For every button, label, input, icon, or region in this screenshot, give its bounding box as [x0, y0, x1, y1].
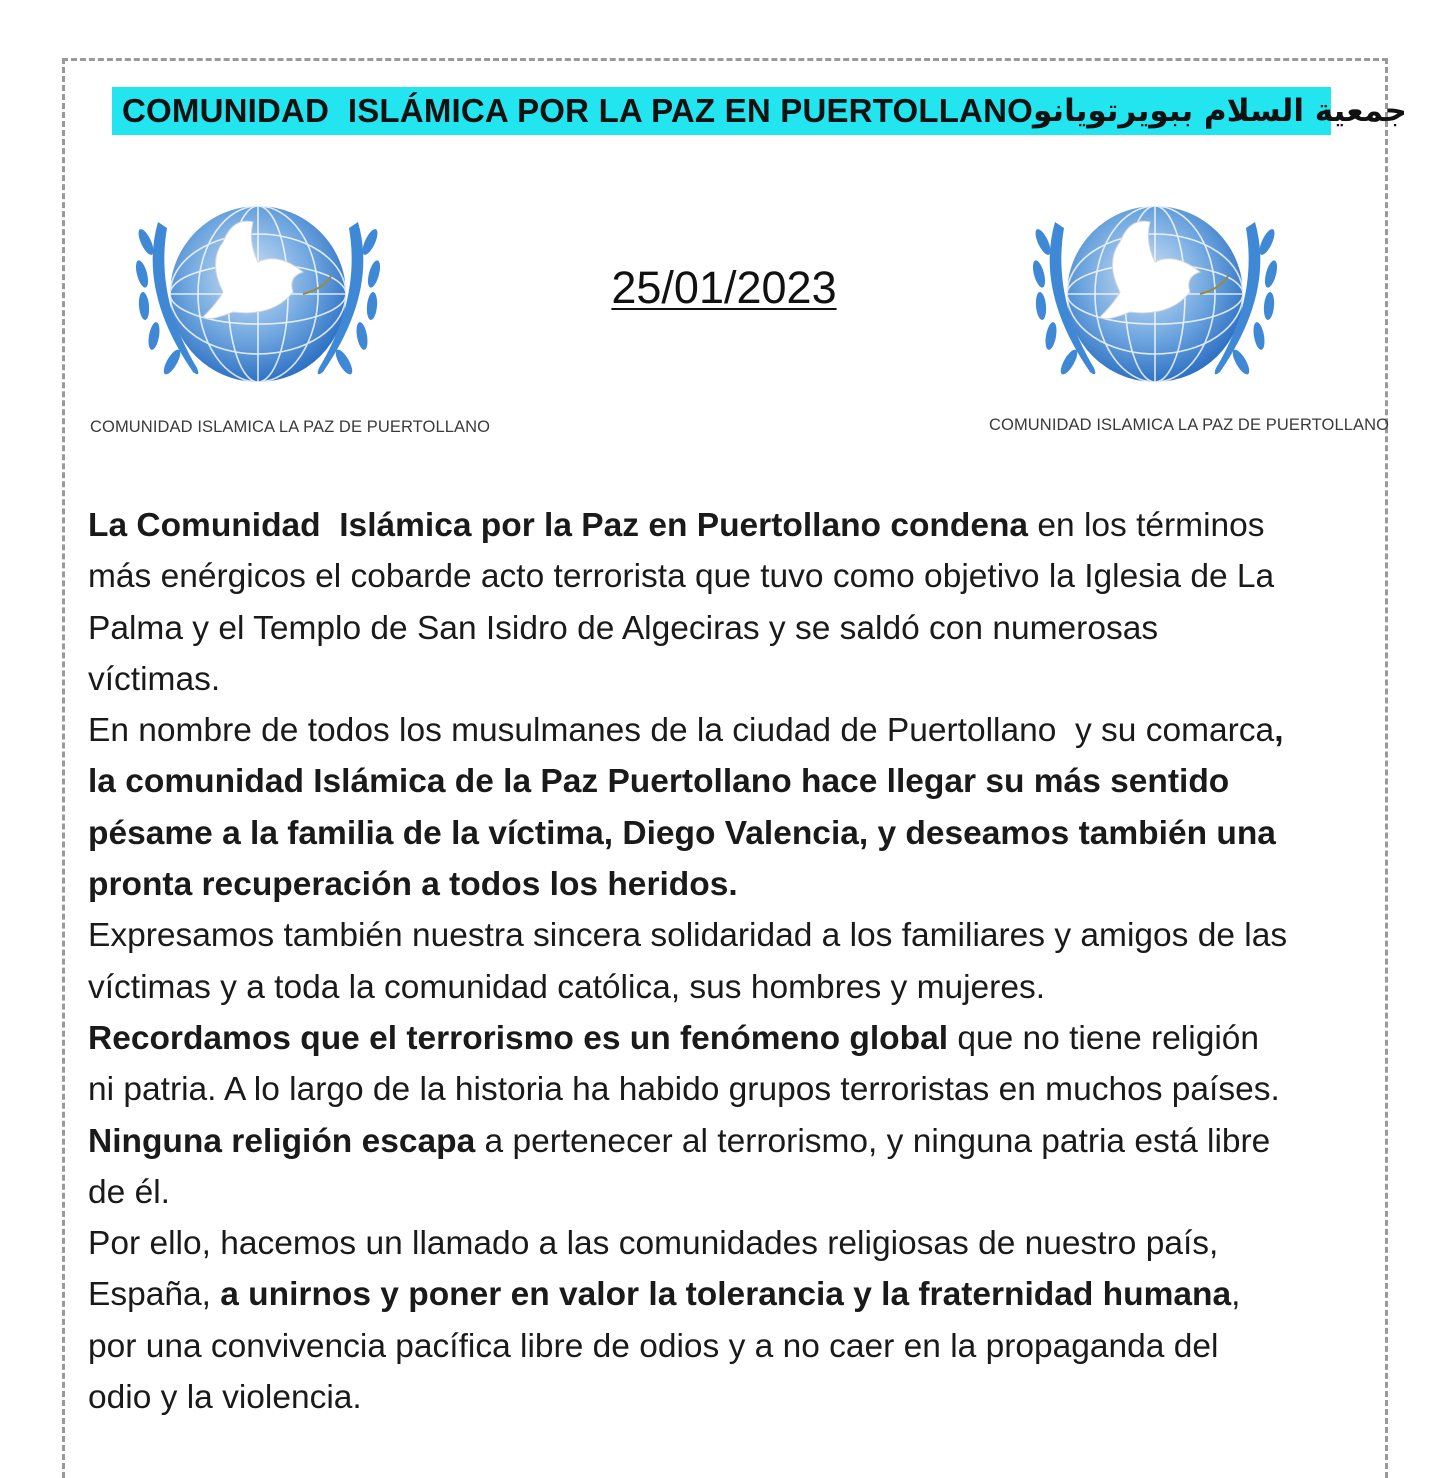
p2-bold: , la comunidad Islámica de la Paz Puertollano hace llegar su más sentido pésame a la familia de la víctima, Diego Valencia, y deseamos también una pronta recuperación a todos los heridos.	[88, 712, 1284, 904]
paragraph-condolences	[88, 705, 1288, 910]
p1-text: en los términos más enérgicos el cobarde acto terrorista que tuvo como objetivo la Iglesia de La Palma y el Templo de San Isidro de Algeciras y se saldó con numerosas víctimas.	[88, 507, 1275, 698]
p4-text-1: que no tiene religión ni patria. A lo largo de la historia ha habido grupos terroristas en muchos países.	[88, 1019, 1280, 1109]
header-title-latin: COMUNIDAD ISLÁMICA POR LA PAZ EN PUERTOLLANO	[122, 92, 1033, 129]
p5-text-2: , por una convivencia pacífica libre de odios y a no caer en la propaganda del odio y la violencia.	[88, 1276, 1241, 1417]
statement-body	[88, 500, 1288, 1423]
p4-bold-2: Ninguna religión escapa	[88, 1122, 476, 1160]
p4-text-2: a pertenecer al terrorismo, y ninguna patria está libre de él.	[88, 1122, 1271, 1211]
paragraph-condemnation	[88, 500, 1288, 705]
dove-globe-laurel-icon	[128, 182, 388, 407]
logo-left	[128, 182, 388, 407]
dove-globe-laurel-icon	[1025, 182, 1285, 407]
p1-bold: La Comunidad Islámica por la Paz en Puertollano condena	[88, 507, 1029, 544]
p4-bold-1: Recordamos que el terrorismo es un fenómeno global	[88, 1019, 949, 1057]
paragraph-terrorism	[88, 1013, 1288, 1218]
p2-text: En nombre de todos los musulmanes de la ciudad de Puertollano y su comarca	[88, 712, 1275, 750]
paragraph-call-to-action	[88, 1218, 1288, 1423]
header-title	[122, 89, 1407, 133]
p5-text-1: Por ello, hacemos un llamado a las comunidades religiosas de nuestro país, España,	[88, 1225, 1219, 1314]
logo-right-caption: COMUNIDAD ISLAMICA LA PAZ DE PUERTOLLANO	[989, 416, 1390, 434]
document-date: 25/01/2023	[611, 262, 837, 313]
paragraph-solidarity: Expresamos también nuestra sincera solidaridad a los familiares y amigos de las víctimas y a toda la comunidad católica, sus hombres y mujeres.	[88, 917, 1288, 1006]
p5-bold: a unirnos y poner en valor la tolerancia y la fraternidad humana	[220, 1276, 1232, 1314]
logo-left-caption: COMUNIDAD ISLAMICA LA PAZ DE PUERTOLLANO	[90, 418, 491, 436]
logo-right	[1025, 182, 1285, 407]
header-title-arabic: جمعية السلام ببويرتويانو	[1033, 93, 1407, 129]
